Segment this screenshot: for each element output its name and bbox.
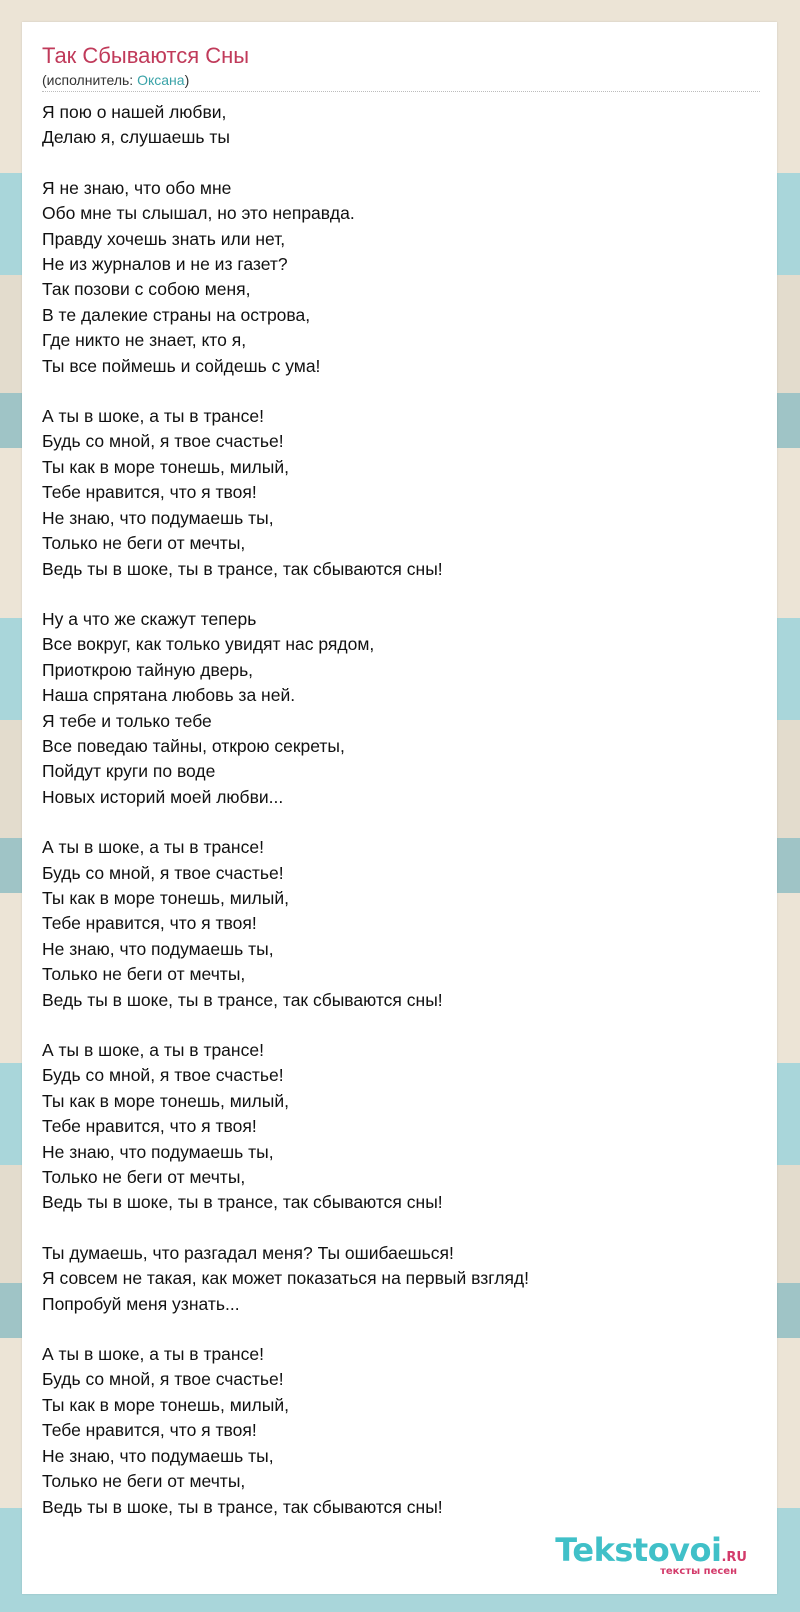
lyric-line: Новых историй моей любви... xyxy=(42,786,284,807)
lyric-line: Я пою о нашей любви, xyxy=(42,102,227,122)
lyric-line: Ты думаешь, что разгадал меня? Ты ошибаешься! xyxy=(42,1242,454,1263)
lyric-line: Не знаю, что подумаешь ты, xyxy=(42,507,274,528)
lyric-line: Ты как в море тонешь, милый, xyxy=(42,456,289,477)
lyric-line: Правду хочешь знать или нет, xyxy=(42,228,286,249)
lyric-line: Только не беги от мечты, xyxy=(42,964,246,985)
lyric-line: Я совсем не такая, как может показаться на первый взгляд! xyxy=(42,1268,530,1289)
lyric-line: Все поведаю тайны, открою секреты, xyxy=(42,735,345,756)
lyric-line: Будь со мной, я твое счастье! xyxy=(42,1065,284,1086)
lyrics-stanza xyxy=(42,1038,762,1216)
lyrics-card xyxy=(22,22,777,1594)
lyric-line: Ты как в море тонешь, милый, xyxy=(42,1394,289,1415)
lyric-line: Так позови с собою меня, xyxy=(42,279,251,300)
lyric-line: Наша спрятана любовь за ней. xyxy=(42,685,296,706)
lyric-line: Только не беги от мечты, xyxy=(42,1471,246,1492)
lyric-line: В те далекие страны на острова, xyxy=(42,304,311,325)
title-divider xyxy=(42,91,760,92)
artist-prefix: (исполнитель: xyxy=(42,72,138,88)
lyric-line: Не из журналов и не из газет? xyxy=(42,254,288,275)
lyric-line: Все вокруг, как только увидят нас рядом, xyxy=(42,634,375,655)
lyric-line: Ведь ты в шоке, ты в трансе, так сбываются сны! xyxy=(42,989,443,1010)
logo-tld: .RU xyxy=(721,1550,747,1565)
logo-tagline: тексты песен xyxy=(660,1566,737,1577)
lyric-line: Ты как в море тонешь, милый, xyxy=(42,887,289,908)
lyric-line: Попробуй меня узнать... xyxy=(42,1293,240,1314)
lyrics-body xyxy=(42,100,762,1545)
artist-link[interactable]: Оксана xyxy=(137,72,185,88)
lyric-line: Я не знаю, что обо мне xyxy=(42,177,232,198)
lyric-line: Ведь ты в шоке, ты в трансе, так сбываются сны! xyxy=(42,1496,443,1517)
lyrics-stanza xyxy=(42,404,762,582)
lyric-line: Делаю я, слушаешь ты xyxy=(42,127,230,148)
lyric-line: Будь со мной, я твое счастье! xyxy=(42,431,284,452)
lyric-line: Я тебе и только тебе xyxy=(42,710,212,731)
lyrics-stanza xyxy=(42,835,762,1013)
lyric-line: Обо мне ты слышал, но это неправда. xyxy=(42,203,355,224)
lyric-line: Где никто не знает, кто я, xyxy=(42,330,247,351)
artist-line xyxy=(42,71,189,89)
lyric-line: Ведь ты в шоке, ты в трансе, так сбываются сны! xyxy=(42,558,443,579)
logo-wordmark: Tekstovoi xyxy=(555,1531,722,1569)
song-title: Так Сбываются Сны xyxy=(42,43,250,68)
lyric-line: Ты как в море тонешь, милый, xyxy=(42,1090,289,1111)
lyric-line: Будь со мной, я твое счастье! xyxy=(42,1369,284,1390)
lyric-line: Ведь ты в шоке, ты в трансе, так сбываются сны! xyxy=(42,1192,443,1213)
lyric-line: А ты в шоке, а ты в трансе! xyxy=(42,1344,264,1365)
lyric-line: Только не беги от мечты, xyxy=(42,533,246,554)
lyric-line: Не знаю, что подумаешь ты, xyxy=(42,1445,274,1466)
lyrics-stanza xyxy=(42,100,762,151)
lyric-line: Ты все поймешь и сойдешь с ума! xyxy=(42,355,321,376)
lyric-line: Только не беги от мечты, xyxy=(42,1167,246,1188)
lyric-line: А ты в шоке, а ты в трансе! xyxy=(42,837,264,858)
lyric-line: А ты в шоке, а ты в трансе! xyxy=(42,1040,264,1060)
lyrics-stanza xyxy=(42,1241,762,1317)
lyric-line: Тебе нравится, что я твоя! xyxy=(42,1116,257,1137)
lyrics-stanza xyxy=(42,1342,762,1520)
lyric-line: Приоткрою тайную дверь, xyxy=(42,659,254,680)
lyric-line: Пойдут круги по воде xyxy=(42,761,216,782)
site-logo[interactable] xyxy=(555,1531,747,1577)
lyric-line: Будь со мной, я твое счастье! xyxy=(42,862,284,883)
lyric-line: Тебе нравится, что я твоя! xyxy=(42,1420,257,1441)
lyric-line: А ты в шоке, а ты в трансе! xyxy=(42,406,264,427)
lyric-line: Не знаю, что подумаешь ты, xyxy=(42,938,274,959)
lyric-line: Тебе нравится, что я твоя! xyxy=(42,482,257,503)
lyric-line: Ну а что же скажут теперь xyxy=(42,608,257,629)
lyric-line: Тебе нравится, что я твоя! xyxy=(42,913,257,934)
lyric-line: Не знаю, что подумаешь ты, xyxy=(42,1141,274,1162)
lyrics-stanza xyxy=(42,176,762,379)
artist-suffix: ) xyxy=(184,72,190,88)
lyrics-stanza xyxy=(42,607,762,810)
